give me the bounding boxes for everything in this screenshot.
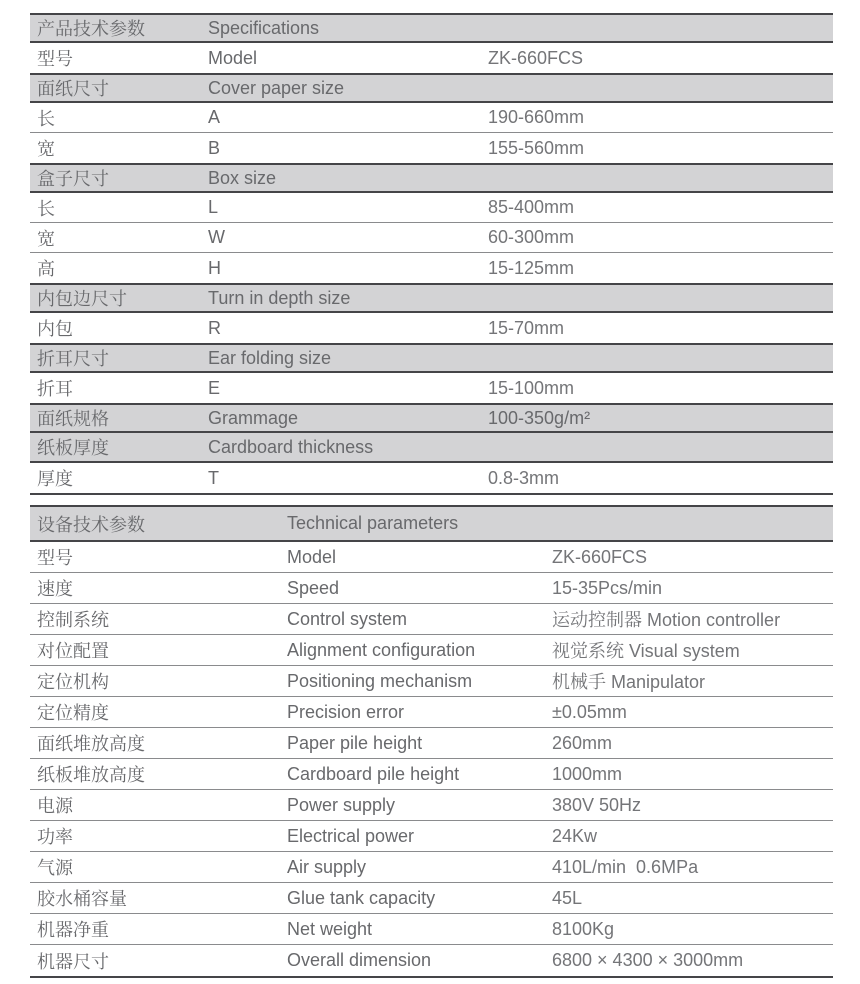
param-name-cn: 产品技术参数 [37, 19, 145, 39]
param-value: 410L/min 0.6MPa [552, 856, 699, 877]
param-value: ±0.05mm [552, 701, 627, 722]
spec-sheet [30, 13, 833, 978]
param-name-cn: 高 [37, 259, 55, 279]
param-value: 15-125mm [488, 257, 575, 278]
spec-row [30, 914, 833, 945]
param-name-en: Cover paper size [208, 77, 345, 98]
param-value: 260mm [552, 732, 613, 753]
spec-row [30, 373, 833, 403]
spec-row [30, 883, 833, 914]
technical-parameters-table [30, 505, 833, 978]
param-name-cn: 面纸尺寸 [37, 79, 109, 99]
param-value: ZK-660FCS [552, 546, 648, 567]
section-header-row [30, 433, 833, 463]
param-name-cn: 电源 [37, 796, 73, 816]
param-name-en: Paper pile height [287, 732, 423, 753]
section-header-row [30, 163, 833, 193]
param-name-en: Alignment configuration [287, 639, 476, 660]
param-name-en: B [208, 137, 221, 158]
param-name-cn: 长 [37, 198, 55, 219]
param-name-en: Speed [287, 577, 340, 598]
param-name-en: Glue tank capacity [287, 887, 436, 908]
product-spec-table [30, 13, 833, 495]
section-header-row [30, 403, 833, 433]
param-value: 60-300mm [488, 227, 575, 247]
param-name-cn: 折耳 [37, 379, 73, 399]
param-name-cn: 型号 [37, 548, 73, 568]
param-name-en: Model [208, 47, 258, 68]
param-value: 190-660mm [488, 107, 585, 127]
param-name-cn: 定位机构 [37, 672, 109, 692]
param-name-en: Ear folding size [208, 347, 332, 368]
spec-row [30, 790, 833, 821]
param-name-cn: 胶水桶容量 [37, 889, 127, 909]
param-name-en: Box size [208, 167, 277, 188]
spec-row [30, 133, 833, 163]
param-name-cn: 机器净重 [37, 920, 109, 940]
spec-row [30, 666, 833, 697]
param-name-cn: 定位精度 [37, 703, 109, 723]
param-name-en: R [208, 317, 221, 338]
section-header-row [30, 505, 833, 542]
param-name-en: Model [287, 546, 337, 567]
param-value: 0.8-3mm [488, 467, 560, 488]
param-name-en: A [208, 107, 221, 127]
param-name-en: T [208, 467, 219, 488]
param-name-cn: 长 [37, 108, 55, 129]
param-name-cn: 气源 [37, 858, 73, 878]
spec-row [30, 542, 833, 573]
param-value: 15-100mm [488, 377, 575, 398]
section-header-row [30, 13, 833, 43]
param-value: 85-400mm [488, 197, 575, 217]
param-name-cn: 对位配置 [37, 641, 109, 661]
param-value: 运动控制器 Motion controller [552, 610, 781, 630]
param-value: 15-70mm [488, 317, 565, 338]
spec-row [30, 821, 833, 852]
param-name-en: Net weight [287, 918, 373, 939]
spec-row [30, 635, 833, 666]
param-name-en: Turn in depth size [208, 287, 351, 308]
spec-row [30, 193, 833, 223]
param-name-cn: 面纸堆放高度 [37, 734, 145, 754]
param-name-en: Specifications [208, 17, 320, 38]
param-name-en: Technical parameters [287, 513, 459, 533]
param-value: 视觉系统 Visual system [552, 641, 740, 661]
param-value: 100-350g/m² [488, 407, 591, 428]
param-name-en: Positioning mechanism [287, 670, 473, 691]
param-name-en: Precision error [287, 701, 405, 722]
param-name-cn: 厚度 [37, 469, 73, 489]
param-value: 155-560mm [488, 137, 585, 158]
spec-row [30, 103, 833, 133]
param-name-cn: 盒子尺寸 [37, 169, 109, 189]
param-name-cn: 机器尺寸 [37, 951, 109, 972]
spec-row [30, 43, 833, 73]
param-name-en: Cardboard thickness [208, 436, 374, 457]
spec-row [30, 945, 833, 976]
param-name-en: Electrical power [287, 825, 415, 846]
param-value: 45L [552, 887, 583, 908]
param-name-en: Grammage [208, 407, 299, 428]
param-name-en: Air supply [287, 856, 367, 877]
section-header-row [30, 73, 833, 103]
param-name-en: Cardboard pile height [287, 763, 460, 784]
param-value: 24Kw [552, 825, 598, 846]
param-value: 380V 50Hz [552, 794, 642, 815]
spec-row [30, 604, 833, 635]
section-header-row [30, 343, 833, 373]
param-name-en: H [208, 257, 221, 278]
param-name-cn: 内包 [37, 319, 73, 339]
param-name-cn: 面纸规格 [37, 409, 109, 429]
param-name-cn: 速度 [37, 579, 73, 599]
param-name-cn: 纸板堆放高度 [37, 765, 145, 785]
param-value: 1000mm [552, 763, 623, 784]
param-name-cn: 宽 [37, 139, 55, 159]
spec-row [30, 253, 833, 283]
param-name-en: W [208, 227, 225, 247]
param-name-en: E [208, 377, 221, 398]
spec-row [30, 759, 833, 790]
param-name-en: Overall dimension [287, 950, 432, 970]
param-value: ZK-660FCS [488, 47, 584, 68]
spec-row [30, 728, 833, 759]
param-value: 6800 × 4300 × 3000mm [552, 950, 744, 970]
spec-row [30, 697, 833, 728]
param-name-cn: 宽 [37, 228, 55, 249]
spec-row [30, 313, 833, 343]
param-name-cn: 控制系统 [37, 610, 109, 630]
param-value: 机械手 Manipulator [552, 672, 706, 692]
param-name-cn: 纸板厚度 [37, 438, 109, 458]
param-name-cn: 折耳尺寸 [37, 349, 109, 369]
param-name-cn: 型号 [37, 49, 73, 69]
spec-row [30, 223, 833, 253]
spec-row [30, 463, 833, 493]
param-name-en: L [208, 197, 219, 217]
spec-row [30, 573, 833, 604]
param-name-cn: 内包边尺寸 [37, 289, 127, 309]
spec-row [30, 852, 833, 883]
param-name-cn: 功率 [37, 827, 73, 847]
param-name-cn: 设备技术参数 [37, 514, 145, 535]
param-value: 8100Kg [552, 918, 615, 939]
param-value: 15-35Pcs/min [552, 577, 663, 598]
param-name-en: Power supply [287, 794, 396, 815]
section-header-row [30, 283, 833, 313]
param-name-en: Control system [287, 608, 408, 629]
